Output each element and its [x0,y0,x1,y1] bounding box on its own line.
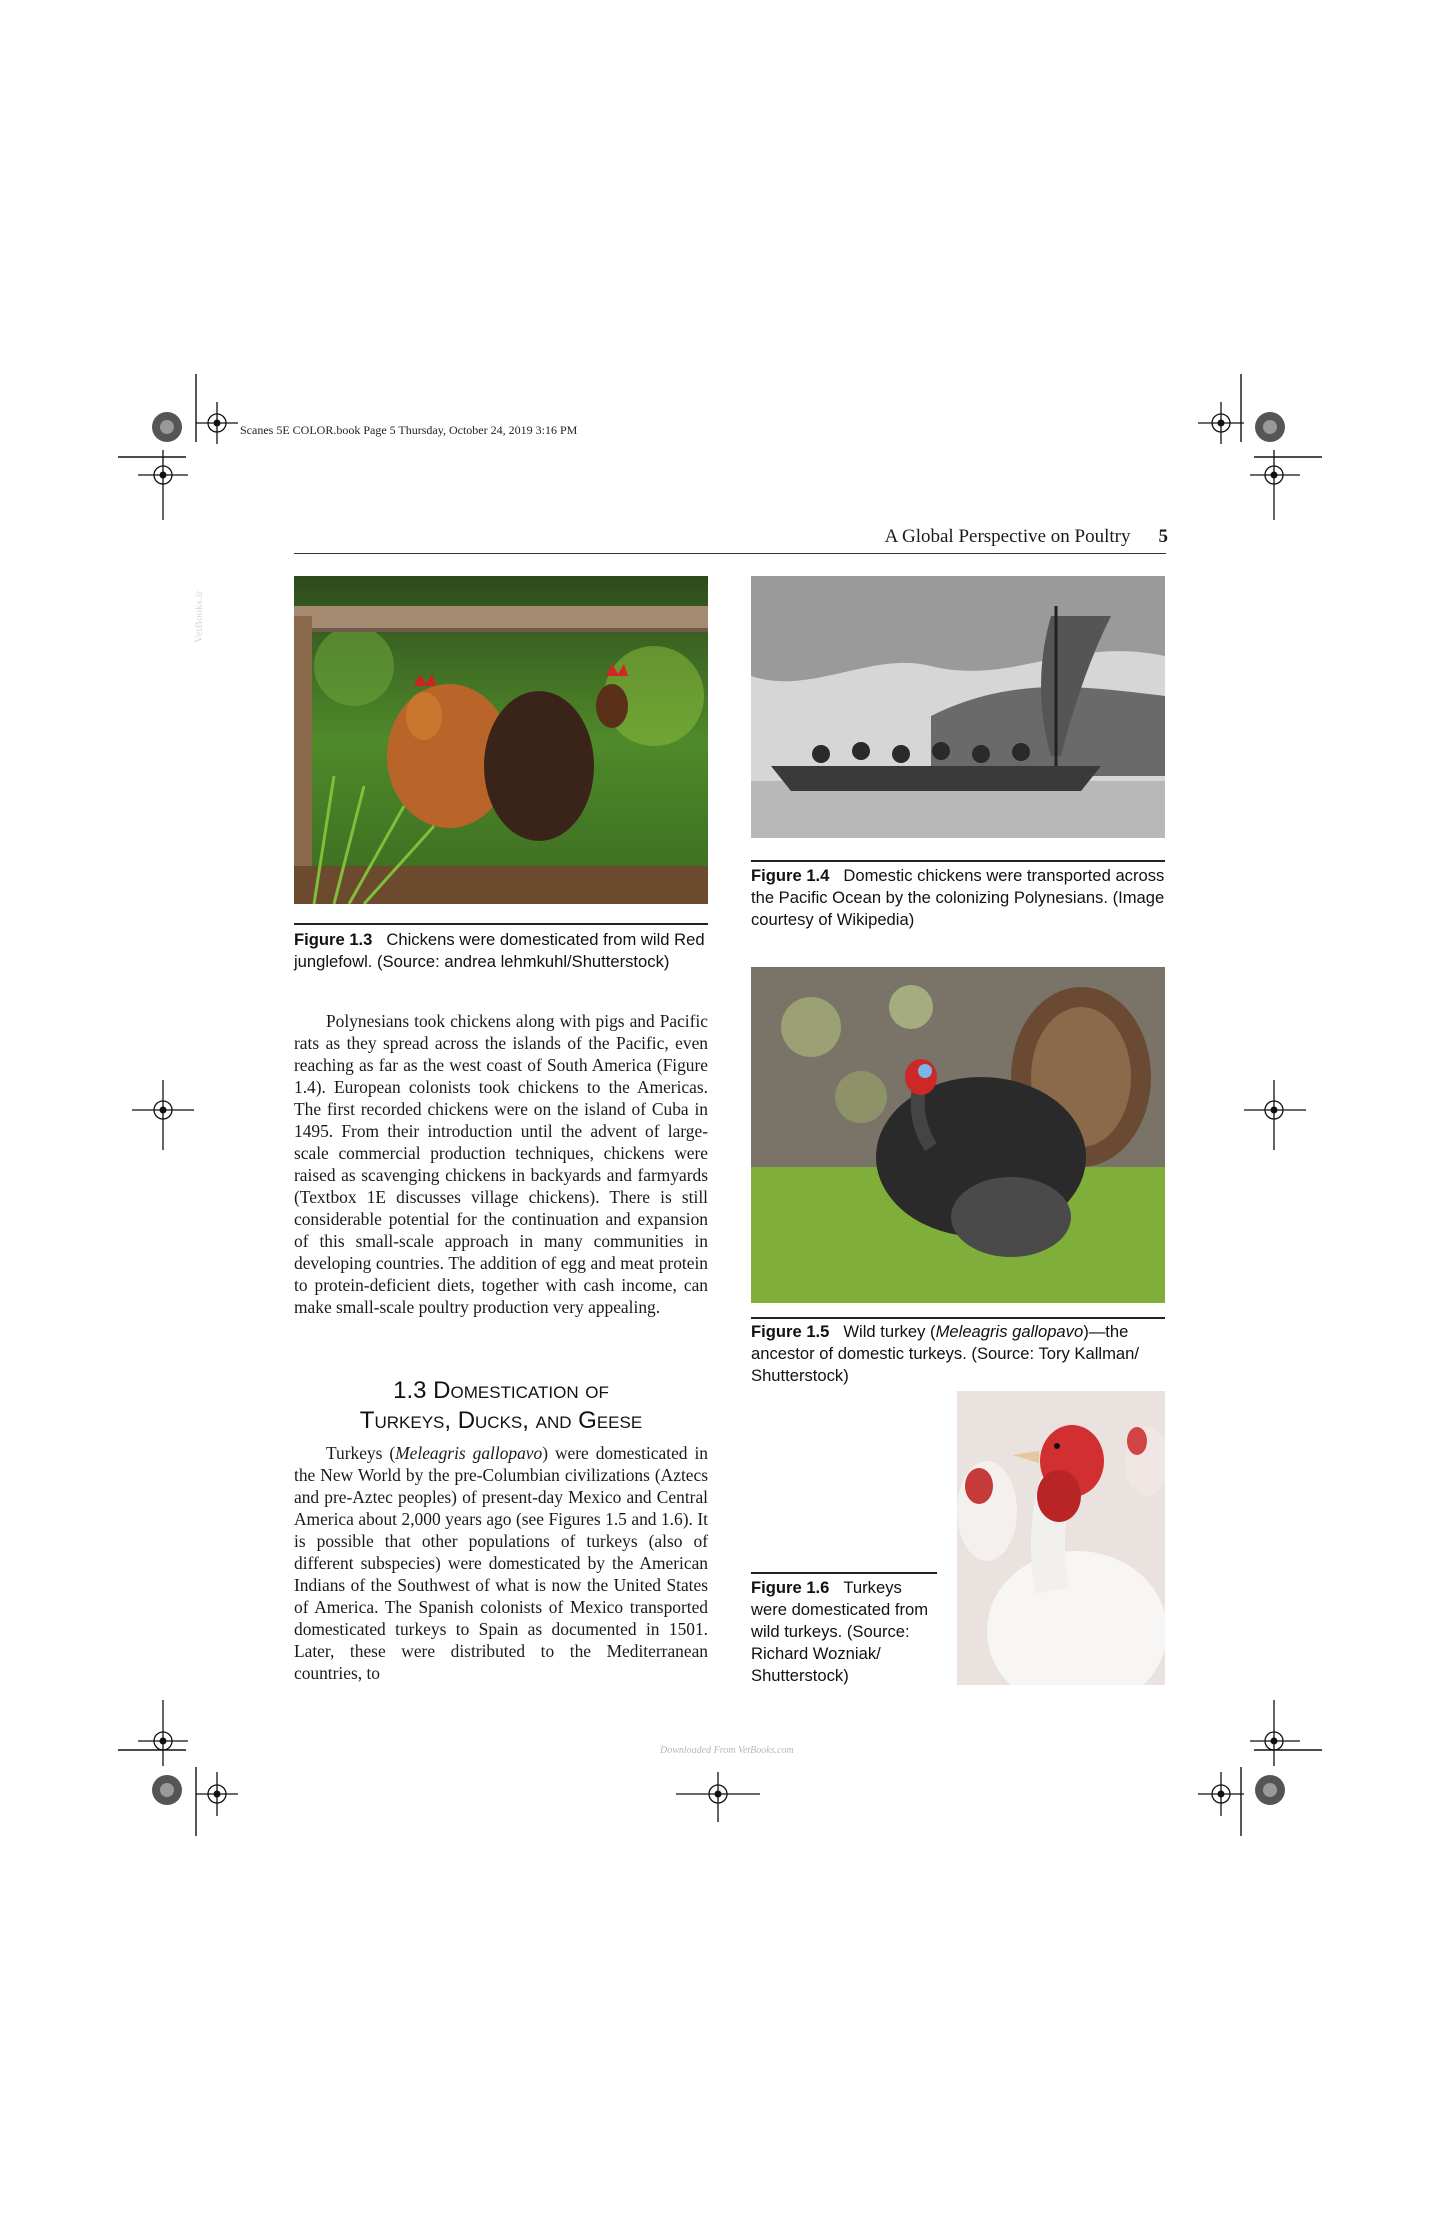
figure-label: Figure 1.5 [751,1322,830,1341]
section-heading [294,1376,708,1436]
section-heading-line-2: Turkeys, Ducks, and Geese [359,1407,643,1434]
paragraph-2-post: ) were domesticated in the New World by the pre-Columbian civilizations (Aztecs and pre-Aztec peoples) of present-day Mexico and Central America about 2,000 years ago (see Figures 1.5 and 1.6). It is possible that other populations of turkeys (also of different subspecies) were domesticated by the American Indians of the Southwest of what is now the United States of America. The Spanish colonists of Mexico transported domesticated turkeys to Spain as documented in 1501. Later, these were distributed to the Mediterranean countries, to [294,1443,708,1683]
figure-1-3-photo [294,576,708,904]
body-text-column [294,1010,708,1318]
caption-text-pre: Wild turkey ( [843,1322,936,1341]
domestic-turkey-illustration [957,1391,1165,1685]
figure-1-3-rule [294,923,708,925]
paragraph-2-pre: Turkeys ( [326,1443,396,1463]
caption-text-post: )—the ancestor of domestic turkeys. (Source: Tory Kallman/ Shutterstock) [751,1322,1139,1385]
figure-1-4-caption [751,865,1165,931]
figure-1-5-caption [751,1321,1165,1387]
caption-text: Chickens were domesticated from wild Red junglefowl. (Source: andrea lehmkuhl/Shutterstock) [294,930,705,971]
side-watermark: VetBooks.ir [193,590,205,643]
body-text-column-2 [294,1442,708,1684]
wild-turkey-illustration [751,967,1165,1303]
chickens-illustration [294,576,708,904]
figure-1-5-photo [751,967,1165,1303]
paragraph-1: Polynesians took chickens along with pigs and Pacific rats as they spread across the islands of the Pacific, even reaching as far as the west coast of South America (Figure 1.4). European colonists took chickens to the Americas. The first recorded chickens were on the island of Cuba in 1495. From their introduction until the advent of large-scale commercial production techniques, chickens were raised as scavenging chickens in backyards and farmyards (Textbox 1E discusses village chickens). There is still considerable potential for the continuation and expansion of this small-scale approach in many communities in developing countries. The addition of egg and meat protein to protein-deficient diets, together with cash income, can make small-scale poultry production very appealing. [294,1011,708,1317]
figure-label: Figure 1.6 [751,1578,830,1597]
paragraph-2-species: Meleagris gallopavo [395,1443,543,1463]
caption-text: Domestic chickens were transported across the Pacific Ocean by the colonizing Polynesians. (Image courtesy of Wikipedia) [751,866,1165,929]
paragraph-2 [294,1442,708,1684]
running-head [850,526,1168,548]
figure-label: Figure 1.4 [751,866,830,885]
figure-1-6-photo [957,1391,1165,1685]
figure-1-6-caption [751,1577,941,1687]
printer-slug: Scanes 5E COLOR.book Page 5 Thursday, October 24, 2019 3:16 PM [240,423,578,437]
caption-text: Turkeys were domesticated from wild turkeys. (Source: Richard Wozniak/ Shutterstock) [751,1578,929,1685]
figure-1-6-rule [751,1572,937,1574]
page-number: 5 [1158,526,1168,547]
figure-1-4-rule [751,860,1165,862]
footer-watermark: Downloaded From VetBooks.com [660,1745,794,1756]
figure-1-5-rule [751,1317,1165,1319]
section-heading-line-1: 1.3 Domestication of [393,1377,609,1404]
figure-1-4-photo [751,576,1165,838]
figure-label: Figure 1.3 [294,930,373,949]
figure-1-3-caption [294,929,708,973]
polynesian-canoe-engraving [751,576,1165,838]
running-head-rule [294,553,1166,554]
running-head-title: A Global Perspective on Poultry [884,526,1131,547]
caption-species: Meleagris gallopavo [935,1322,1084,1341]
